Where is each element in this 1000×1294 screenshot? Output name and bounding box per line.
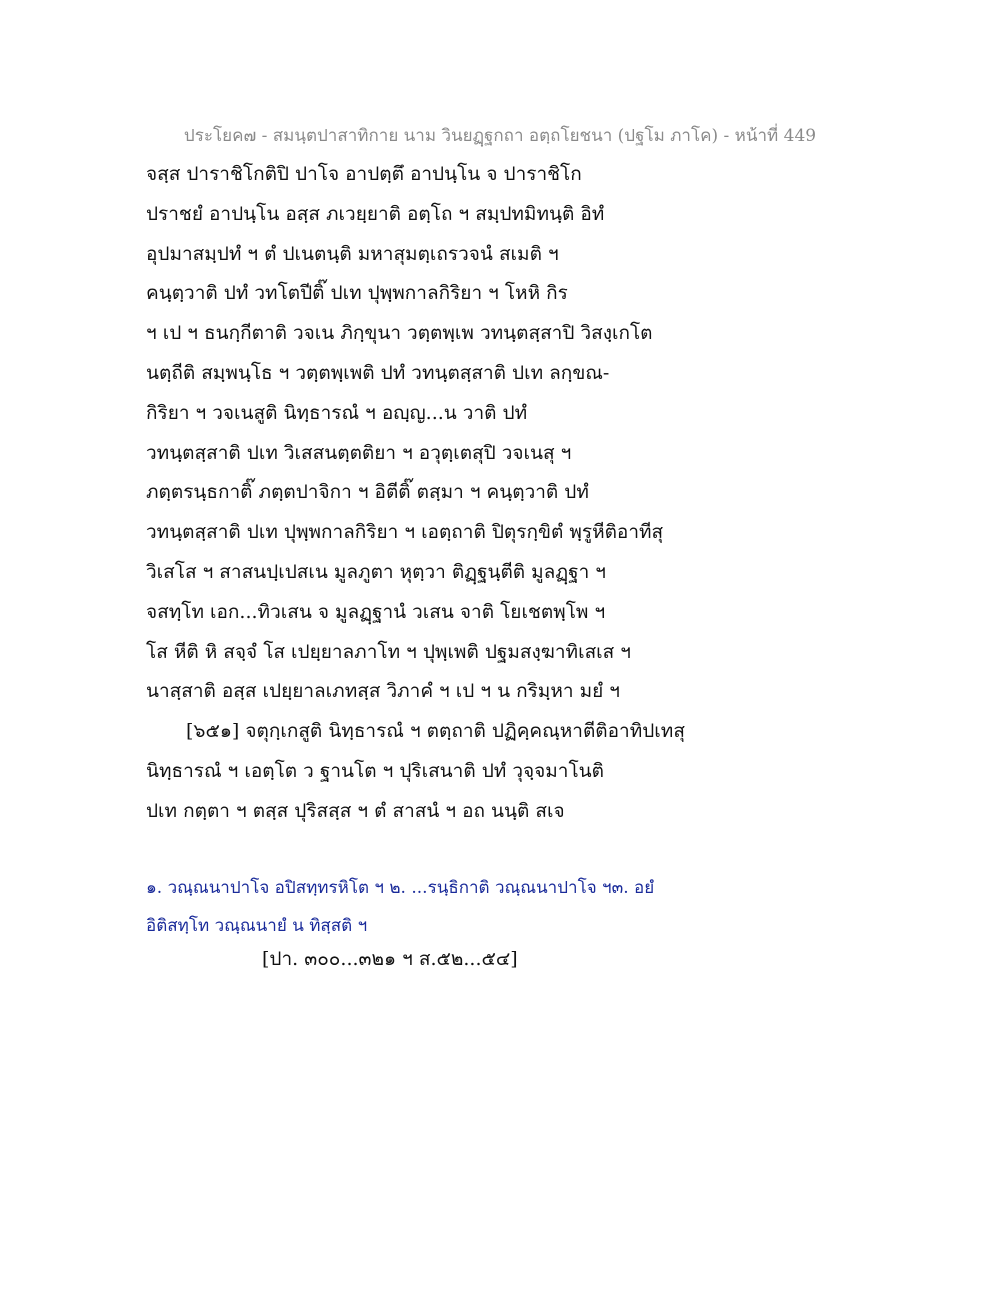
body-line: จสทฺโท เอก...ทิวเสน จ มูลฏฺฐานํ วเสน จาติ โยเชตพฺโพ ฯ xyxy=(146,600,606,623)
body-line: ปราชยํ อาปนฺโน อสฺส ภเวยฺยาติ อตฺโถ ฯ สมฺปทมิทนฺติ อิทํ xyxy=(146,202,605,225)
body-line: วทนฺตสฺสาติ ปเท วิเสสนตฺตติยา ฯ อวุตฺเตสุปิ วจเนสุ ฯ xyxy=(146,441,572,464)
footnotes xyxy=(146,872,866,948)
body-line: คนฺตฺวาติ ปทํ วทโตปีติ๊ ปเท ปุพฺพกาลกิริยา ฯ โหหิ กิร xyxy=(146,282,568,305)
body-line: ปเท กตฺตา ฯ ตสฺส ปุริสสฺส ฯ ตํ สาสนํ ฯ อถ นนฺติ สเจ xyxy=(146,799,565,822)
footnote-line: ๑. วณฺณนาปาโจ อปิสทฺทรหิโต ฯ ๒. ...รนฺธิกาติ วณฺณนาปาโจ ฯ๓. อยํ xyxy=(146,878,655,898)
body-text xyxy=(146,158,846,835)
page-reference: [ปา. ๓๐๐...๓๒๑ ฯ ส.๕๒...๕๔] xyxy=(262,948,518,970)
body-line: จสฺส ปาราชิโกติปิ ปาโจ อาปตฺตึ อาปนฺโน จ ปาราชิโก xyxy=(146,163,582,185)
body-line: ภตฺตรนฺธกาติ๊ ภตฺตปาจิกา ฯ อิตีติ๊ ตสฺมา ฯ คนฺตฺวาติ ปทํ xyxy=(146,481,589,504)
paragraph-start-line: [๖๕๑] จตุกฺเกสูติ นิทฺธารณํ ฯ ตตฺถาติ ปฏิคฺคณฺหาตีติอาทิปเทสุ xyxy=(186,720,685,743)
footnote-line: อิติสทฺโท วณฺณนายํ น ทิสฺสติ ฯ xyxy=(146,916,368,936)
body-line: นตฺถีติ สมฺพนฺโธ ฯ วตฺตพฺเพติ ปทํ วทนฺตสฺสาติ ปเท ลกฺขณ- xyxy=(146,361,610,384)
body-line: อุปมาสมฺปทํ ฯ ตํ ปเนตนฺติ มหาสุมตฺเถรวจนํ สเมติ ฯ xyxy=(146,242,559,265)
body-line: วทนฺตสฺสาติ ปเท ปุพฺพกาลกิริยา ฯ เอตฺถาติ ปิตุรกฺขิตํ พฺรูหีติอาทีสุ xyxy=(146,521,664,544)
body-line: โส หีติ หิ สจฺจํ โส เปยฺยาลภาโท ฯ ปุพฺเพติ ปฐมสงฺฆาทิเสเส ฯ xyxy=(146,640,631,663)
body-line: นาสฺสาติ อสฺส เปยฺยาลเภทสฺส วิภาคํ ฯ เป ฯ น กริมฺหา มยํ ฯ xyxy=(146,680,620,703)
running-header: ประโยค๗ - สมนฺตปาสาทิกาย นาม วินยฏฺฐกถา อตฺถโยชนา (ปฐโม ภาโค) - หน้าที่ 449 xyxy=(183,126,817,146)
body-line: นิทฺธารณํ ฯ เอตฺโต ว ฐานโต ฯ ปุริเสนาติ ปทํ วุจฺจมาโนติ xyxy=(146,759,605,782)
body-line: ฯ เป ฯ ธนกฺกีตาติ วจเน ภิกฺขุนา วตฺตพฺเพ วทนฺตสฺสาปิ วิสงฺเกโต xyxy=(146,322,653,345)
body-line: กิริยา ฯ วจเนสูติ นิทฺธารณํ ฯ อญฺญ...น วาติ ปทํ xyxy=(146,401,528,424)
body-line: วิเสโส ฯ สาสนปฺเปสเน มูลภูตา หุตฺวา ติฏฺฐนฺตีติ มูลฏฺฐา ฯ xyxy=(146,560,606,583)
